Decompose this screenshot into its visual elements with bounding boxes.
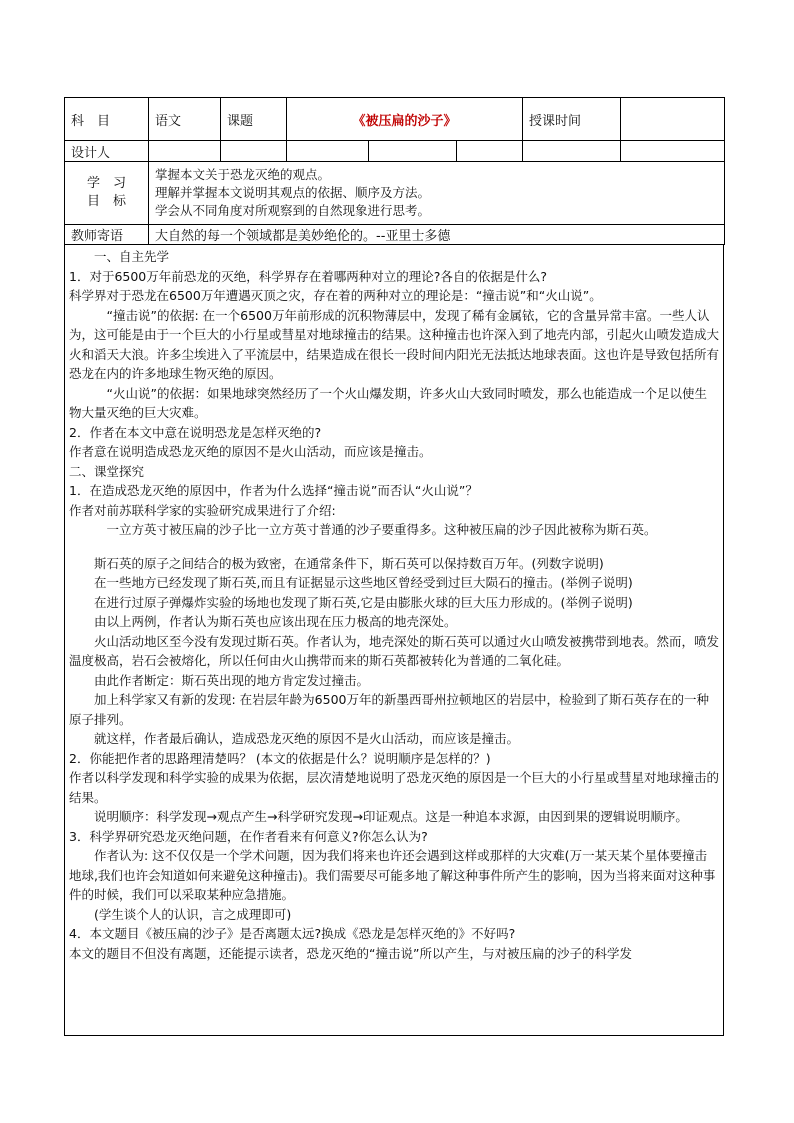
designer-cell-3: [287, 141, 369, 162]
goal-label: 学 习 目 标: [65, 162, 149, 225]
goal-item: 掌握本文关于恐龙灭绝的观点。: [155, 167, 331, 182]
answer: 科学界对于恐龙在6500万年遭遇灭顶之灾，存在着的两种对立的理论是：“撞击说”和“火山说”。: [69, 288, 602, 303]
question: 1．对于6500万年前恐龙的灭绝，科学界存在着哪两种对立的理论?各自的依据是什么?: [69, 268, 548, 284]
motto-text: 大自然的每一个领域都是美妙绝伦的。--亚里士多德: [149, 225, 725, 245]
question: 4．本文题目《被压扁的沙子》是否离题太远?换成《恐龙是怎样灭绝的》不好吗?: [69, 926, 516, 941]
designer-cell-4: [369, 141, 457, 162]
designer-label: 设计人: [65, 141, 149, 162]
section-heading: 一、自主先学: [94, 249, 170, 264]
lesson-body: [64, 245, 724, 1036]
goal-item: 理解并掌握本文说明其观点的依据、顺序及方法。: [155, 185, 431, 200]
subject-value: 语文: [149, 98, 221, 141]
topic-label: 课题: [221, 98, 287, 141]
answer: 由此作者断定：斯石英出现的地方肯定发过撞击。: [94, 672, 370, 688]
answer: 斯石英的原子之间结合的极为致密，在通常条件下，斯石英可以保持数百万年。(列数字说明): [94, 555, 604, 571]
spacer: [65, 540, 723, 554]
answer: 在一些地方已经发现了斯石英,而且有证据显示这些地区曾经受到过巨大陨石的撞击。(举例子说明): [94, 575, 633, 590]
answer: 本文的题目不但没有离题，还能提示读者，恐龙灭绝的“撞击说”所以产生，与对被压扁的沙子的科学发: [69, 945, 632, 961]
answer: 作者对前苏联科学家的实验研究成果进行了介绍:: [69, 502, 336, 518]
answer: 在进行过原子弹爆炸实验的场地也发现了斯石英,它是由膨胀火球的巨大压力形成的。(举例子说明): [94, 594, 633, 610]
answer: 作者意在说明造成恐龙灭绝的原因不是火山活动，而应该是撞击。: [69, 444, 432, 459]
answer: 火山活动地区至今没有发现过斯石英。作者认为，地壳深处的斯石英可以通过火山喷发被携带到地表。然而，喷发温度极高，岩石会被熔化，所以任何由火山携带而来的斯石英都被转化为普通的二氧化硅。: [69, 633, 720, 668]
motto-label: 教师寄语: [65, 225, 149, 245]
answer: “撞击说”的依据: 在一个6500万年前形成的沉积物薄层中，发现了稀有金属铱，它的含量异常丰富。一些人认为，这可能是由于一个巨大的小行星或彗星对地球撞击的结果。这种撞击也许深入到了地壳内部，引起火山喷发造成大火和滔天大浪。许多尘埃进入了平流层中，结果造成在很长一段时间内阳光无法抵达地球表面。这也许是导致包括所有恐龙在内的许多地球生物灭绝的原因。: [69, 307, 720, 381]
answer: 就这样，作者最后确认，造成恐龙灭绝的原因不是火山活动，而应该是撞击。: [94, 731, 520, 746]
designer-cell-5: [457, 141, 523, 162]
section-heading: 二、课堂探究: [69, 463, 145, 479]
header-table: [64, 97, 725, 245]
designer-cell-6: [523, 141, 621, 162]
answer: 作者认为: 这不仅仅是一个学术问题，因为我们将来也许还会遇到这样或那样的大灾难(万一某天某个星体要撞击地球,我们也许会知道如何来避免这种撞击)。我们需要尽可能多地了解这种事件所产生的影响，因为当将来面对这种事件的时候，我们可以采取某种应急措施。: [69, 848, 716, 902]
question: 2．作者在本文中意在说明恐龙是怎样灭绝的?: [69, 424, 322, 440]
goals-list: [149, 162, 725, 225]
lesson-plan-sheet: [64, 97, 724, 1036]
answer: 作者以科学发现和科学实验的成果为依据，层次清楚地说明了恐龙灭绝的原因是一个巨大的小行星或彗星对地球撞击的结果。: [69, 770, 720, 805]
designer-cell-1: [149, 141, 221, 162]
answer: 说明顺序：科学发现→观点产生→科学研究发现→印证观点。这是一种追本求源，由因到果的逻辑说明顺序。: [94, 809, 688, 824]
designer-cell-2: [221, 141, 287, 162]
answer: 一立方英寸被压扁的沙子比一立方英寸普通的沙子要重得多。这种被压扁的沙子因此被称为斯石英。: [106, 522, 657, 537]
lesson-title: 《被压扁的沙子》: [287, 98, 523, 141]
subject-label: 科 目: [65, 98, 149, 141]
answer: 加上科学家又有新的发现: 在岩层年龄为6500万年的新墨西哥州拉顿地区的岩层中，检验到了斯石英存在的一种原子排列。: [69, 692, 709, 727]
designer-cell-7: [621, 141, 725, 162]
question: 1．在造成恐龙灭绝的原因中，作者为什么选择“撞击说”而否认“火山说”？: [69, 483, 478, 498]
goal-item: 学会从不同角度对所观察到的自然现象进行思考。: [155, 203, 431, 218]
question: 3．科学界研究恐龙灭绝问题，在作者看来有何意义?你怎么认为?: [69, 828, 428, 844]
time-label: 授课时间: [523, 98, 621, 141]
answer: (学生谈个人的认识，言之成理即可): [94, 906, 292, 922]
question: 2．你能把作者的思路理清楚吗？ (本文的依据是什么？说明顺序是怎样的？): [69, 750, 491, 766]
answer: “火山说”的依据：如果地球突然经历了一个火山爆发期，许多火山大致同时喷发，那么也能造成一个足以使生物大量灭绝的巨大灾难。: [69, 385, 707, 420]
answer: 由以上两例，作者认为斯石英也应该出现在压力极高的地壳深处。: [94, 614, 457, 629]
time-value: [621, 98, 725, 141]
